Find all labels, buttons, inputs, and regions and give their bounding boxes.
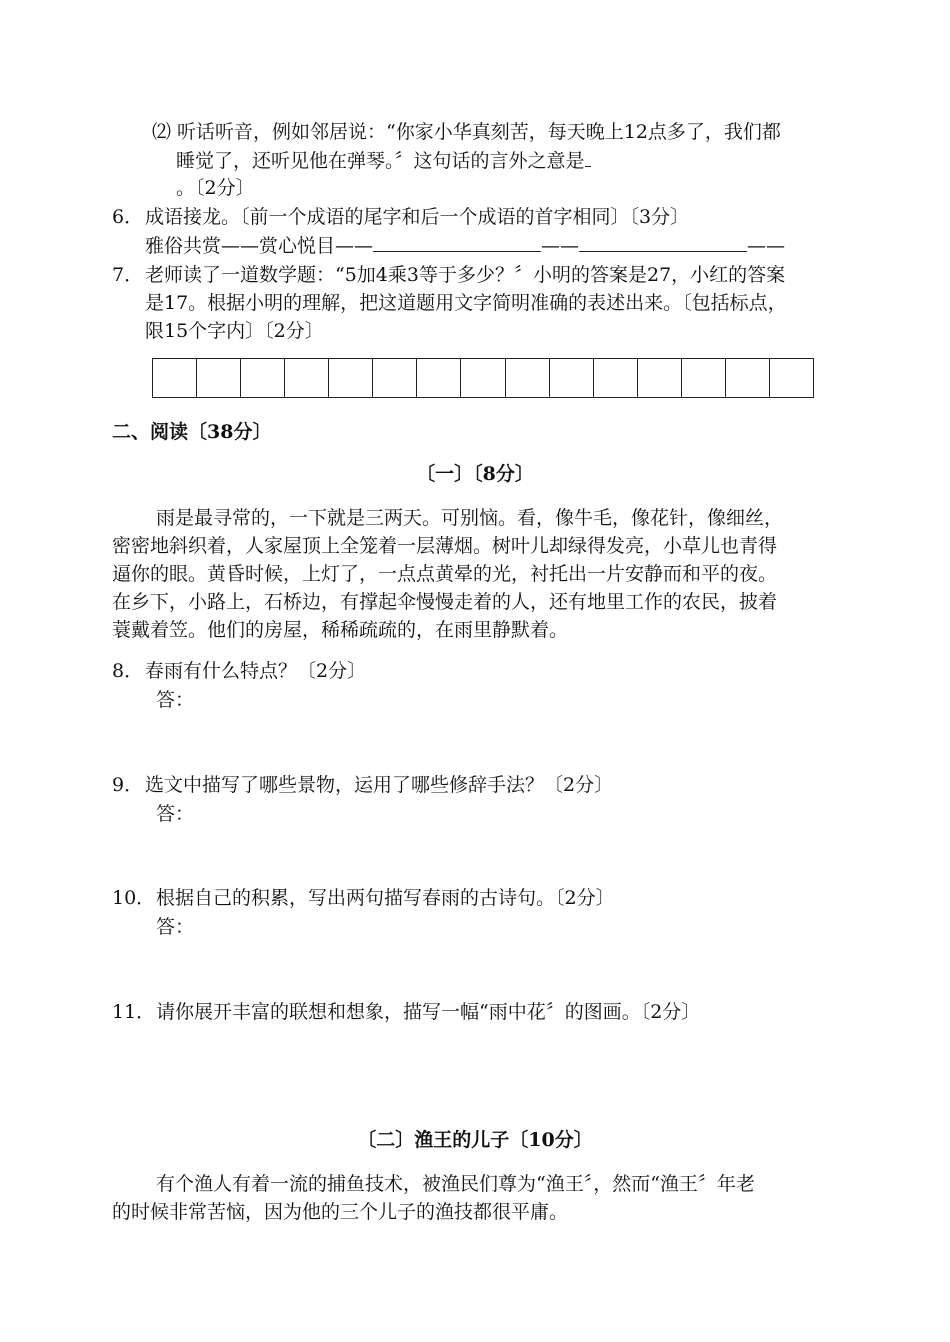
answer-cell[interactable] <box>197 359 241 397</box>
q8-number: 8． <box>112 660 144 682</box>
q7-answer-grid <box>152 358 814 398</box>
q10-number: 10． <box>112 887 156 909</box>
q5-2-line3: 。〔2分〕 <box>176 177 255 199</box>
part2-passage-line: 有个渔人有着一流的捕鱼技术，被渔民们尊为“渔王〞，然而“渔王〞年老 <box>156 1173 755 1195</box>
q6-blank-1[interactable] <box>373 231 541 252</box>
q6-dash-end: —— <box>747 235 786 257</box>
q6-blank-2[interactable] <box>579 231 747 252</box>
part1-passage-line: 雨是最寻常的，一下就是三两天。可别恼。看，像牛毛，像花针，像细丝， <box>156 507 784 529</box>
answer-cell[interactable] <box>329 359 373 397</box>
q7-line2: 是17。根据小明的理解，把这道题用文字简明准确的表述出来。〔包括标点， <box>145 292 787 314</box>
q6-chain <box>145 231 785 260</box>
section2-heading: 二、阅读〔38分〕 <box>112 421 272 443</box>
q5-2-line2 <box>176 146 591 175</box>
answer-cell[interactable] <box>506 359 550 397</box>
q5-2-line1: ⑵ 听话听音，例如邻居说：“你家小华真刻苦，每天晚上12点多了，我们都 <box>152 121 781 143</box>
q10-text: 根据自己的积累，写出两句描写春雨的古诗句。〔2分〕 <box>156 887 615 909</box>
q11-text: 请你展开丰富的联想和想象，描写一幅“雨中花〞的图画。〔2分〕 <box>156 1001 701 1023</box>
part1-heading: 〔一〕〔8分〕 <box>416 463 534 485</box>
answer-cell[interactable] <box>682 359 726 397</box>
answer-cell[interactable] <box>417 359 461 397</box>
part1-passage-line: 蓑戴着笠。他们的房屋，稀稀疏疏的，在雨里静默着。 <box>112 619 569 641</box>
answer-cell[interactable] <box>241 359 285 397</box>
answer-cell[interactable] <box>770 359 813 397</box>
answer-cell[interactable] <box>285 359 329 397</box>
q6-chain-start: 雅俗共赏——赏心悦目—— <box>145 235 374 257</box>
answer-cell[interactable] <box>638 359 682 397</box>
part1-passage-line: 逼你的眼。黄昏时候，上灯了，一点点黄晕的光，衬托出一片安静而和平的夜。 <box>112 563 778 585</box>
part2-heading: 〔二〕渔王的儿子〔10分〕 <box>357 1129 593 1151</box>
answer-cell[interactable] <box>550 359 594 397</box>
answer-cell[interactable] <box>373 359 417 397</box>
q7-number: 7． <box>112 264 144 286</box>
q9-text: 选文中描写了哪些景物，运用了哪些修辞手法？〔2分〕 <box>145 774 614 796</box>
q6-dash: —— <box>541 235 580 257</box>
answer-cell[interactable] <box>594 359 638 397</box>
q9-number: 9． <box>112 774 144 796</box>
answer-cell[interactable] <box>726 359 770 397</box>
part1-passage-line: 密密地斜织着，人家屋顶上全笼着一层薄烟。树叶儿却绿得发亮，小草儿也青得 <box>112 535 778 557</box>
q7-line1: 老师读了一道数学题：“5加4乘3等于多少？〞小明的答案是27，小红的答案 <box>145 264 786 286</box>
answer-cell[interactable] <box>461 359 505 397</box>
part1-passage-line: 在乡下，小路上，石桥边，有撑起伞慢慢走着的人，还有地里工作的农民，披着 <box>112 591 778 613</box>
q11-number: 11． <box>112 1001 156 1023</box>
answer-cell[interactable] <box>153 359 197 397</box>
q8-answer-label: 答： <box>156 689 195 711</box>
q5-2-answer-blank[interactable] <box>585 146 591 167</box>
part2-passage-line: 的时候非常苦恼，因为他的三个儿子的渔技都很平庸。 <box>112 1201 569 1223</box>
q6-text: 成语接龙。〔前一个成语的尾字和后一个成语的首字相同〕〔3分〕 <box>145 206 690 228</box>
q7-line3: 限15个字内〕〔2分〕 <box>145 320 324 342</box>
q9-answer-label: 答： <box>156 803 195 825</box>
q5-2-line2-text: 睡觉了，还听见他在弹琴。〞这句话的言外之意是 <box>176 150 585 172</box>
q10-answer-label: 答： <box>156 916 195 938</box>
q8-text: 春雨有什么特点？〔2分〕 <box>145 660 367 682</box>
q6-number: 6． <box>112 206 144 228</box>
